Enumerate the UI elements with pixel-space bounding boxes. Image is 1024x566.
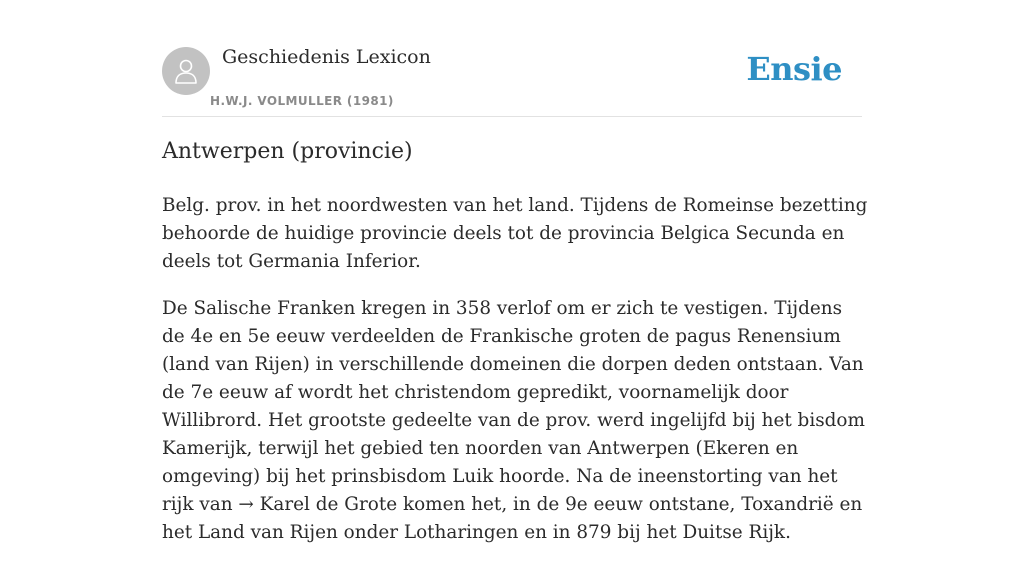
lexicon-title[interactable]: Geschiedenis Lexicon <box>222 46 431 68</box>
user-icon <box>171 56 201 86</box>
article-title: Antwerpen (provincie) <box>162 139 413 164</box>
article-body <box>162 192 870 566</box>
page <box>162 0 868 543</box>
header <box>162 0 862 117</box>
karel-de-grote-link[interactable]: → Karel de Grote <box>238 494 398 515</box>
ensie-logo-link[interactable]: Ensie <box>746 50 842 88</box>
author-byline[interactable]: H.W.J. VOLMULLER (1981) <box>210 94 394 108</box>
user-avatar-icon[interactable] <box>162 47 210 95</box>
paragraph-2-text-end: komen het, in de 9e eeuw ontstane, Toxandrië en het Land van Rijen onder Lotharingen en in 879 bij het Duitse Rijk. <box>162 494 863 543</box>
paragraph-1: Belg. prov. in het noordwesten van het land. Tijdens de Romeinse bezetting behoorde de huidige provincie deels tot de provincia Belgica Secunda en deels tot Germania Inferior. <box>162 195 868 272</box>
paragraph-2 <box>162 295 870 547</box>
paragraph-2-text-start: De Salische Franken kregen in 358 verlof om er zich te vestigen. Tijdens de 4e en 5e eeuw verdeelden de Frankische groten de pagus Renensium (land van Rijen) in verschillende domeinen die dorpen deden ontstaan. Van de 7e eeuw af wordt het christendom gepredikt, voornamelijk door Willibrord. Het grootste gedeelte van de prov. werd ingelijfd bij het bisdom Kamerijk, terwijl het gebied ten noorden van Antwerpen (Ekeren en omgeving) bij het prinsbisdom Luik hoorde. Na de ineenstorting van het rijk van <box>162 298 865 515</box>
